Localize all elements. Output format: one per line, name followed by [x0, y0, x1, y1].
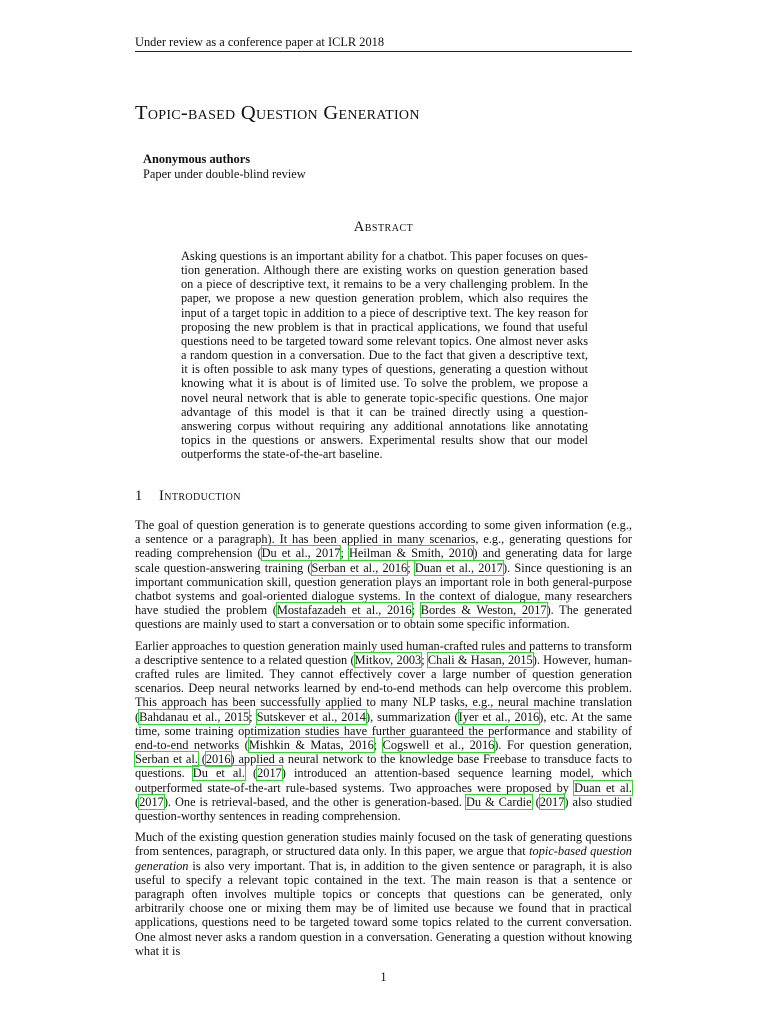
text-run: ). One is retrieval-based, and the other is generation-based. [163, 794, 466, 809]
text-run: ), summarization ( [365, 709, 459, 724]
text-run: ; [249, 709, 257, 724]
text-run: ; [421, 652, 428, 667]
abstract-heading: Abstract [353, 219, 414, 235]
text-run: ) also studied question-worthy sentences in reading comprehension. [135, 794, 632, 824]
text-run: ( [244, 766, 258, 781]
text-run: is also very important. That is, in addition to the given sentence or paragraph, it is also useful to specify a relevant topic contained in the text. The main reason is that a sentence or paragraph often involves multiple topics or concepts that questions can be generated, only arbitrarily choose one or mixing them may be of limited use because we found that in practical applications, questions need to be targeted toward some topics related to the current conversation. One almost never asks a random question in a conversation. Generating a question without knowing what it is [135, 858, 632, 958]
page-number: 1 [380, 970, 387, 984]
text-run: ), etc. At the same time, some training optimization studies have further guaranteed the performance and stability of end-to-end networks ( [135, 709, 633, 753]
text-run: ; [411, 603, 421, 618]
citation-link[interactable]: Duan et al., 2017 [414, 560, 503, 575]
text-run: ; [407, 560, 415, 575]
citation-link[interactable]: Du et al., 2017 [261, 546, 341, 561]
paragraph-3 [135, 830, 632, 958]
citation-link[interactable]: Sutskever et al., 2014 [256, 709, 366, 724]
citation-link[interactable]: Iyer et al., 2016 [458, 709, 540, 724]
text-run: ) and generating data for large scale question-answering training ( [135, 546, 633, 575]
section-title: Introduction [159, 488, 241, 504]
citation-link[interactable]: Cogswell et al., 2016 [382, 738, 495, 753]
citation-link[interactable]: 2016 [205, 752, 231, 767]
paragraph-2 [135, 639, 632, 824]
citation-link[interactable]: Mishkin & Matas, 2016 [248, 738, 374, 753]
text-run: ). Since questioning is an important communication skill, question generation plays an important role in both general-purpose chatbot systems and goal-oriented dialogue systems. In the context of dialogue, many researchers have studied the problem ( [135, 560, 633, 618]
citation-link[interactable]: Mostafazadeh et al., 2016 [276, 603, 412, 618]
text-run: ( [531, 794, 540, 809]
section-heading-introduction [135, 487, 632, 505]
text-run: ). For question generation, [494, 738, 632, 753]
author-block [143, 152, 623, 182]
text-run: Much of the existing question generation studies mainly focused on the task of generating questions from sentences, paragraph, or structured data only. In this paper, we argue that [135, 830, 632, 859]
citation-link[interactable]: Mitkov, 2003 [354, 652, 422, 667]
citation-link[interactable]: Bordes & Weston, 2017 [420, 603, 547, 618]
emphasis-text: topic-based question generation [135, 844, 632, 873]
text-run: The goal of question generation is to generate questions according to some given information (e.g., a sentence or a paragraph). It has been applied in many scenarios, e.g., generating questions for reading comprehension ( [135, 518, 632, 561]
citation-link[interactable]: Serban et al., 2016 [311, 560, 408, 575]
citation-link[interactable]: Heilman & Smith, 2010 [348, 546, 474, 561]
text-run: Earlier approaches to question generation mainly used human-crafted rules and patterns to transform a descriptive sentence to a related question ( [135, 638, 633, 667]
abstract-text: Asking questions is an important ability for a chatbot. This paper focuses on question generation. Although there are existing works on question generation based on a piece of descriptive text, it remains to be a very challenging problem. In the paper, we propose a new question generation problem, which also requires the input of a target topic in addition to a piece of descriptive text. The key reason for proposing the new problem is that in practical applications, we found that useful questions need to be targeted toward some relevant topics. One almost never asks a random question in a conversation. Due to the fact that given a descriptive text, it is often possible to ask many types of questions, generating a question without knowing what it is about is of limited use. To solve the problem, we propose a novel neural network that is able to generate topic-specific questions. One major advantage of this model is that it can be trained directly using a question-answering corpus without requiring any additional annotations like annotating topics in the questions or answers. Experimental results show that our model outperforms the state-of-the-art baseline. [181, 249, 588, 462]
text-run: ) applied a neural network to the knowledge base Freebase to transduce facts to questions. [135, 752, 632, 781]
text-run: ; [373, 738, 383, 753]
text-run: ). The generated questions are mainly used to start a conversation or to obtain some specific information. [135, 603, 632, 632]
citation-link[interactable]: 2017 [539, 794, 565, 809]
text-run: ( [197, 752, 206, 767]
citation-link[interactable]: Serban et al. [135, 752, 198, 767]
citation-link[interactable]: Du et al. [192, 766, 245, 781]
header-rule [135, 51, 632, 52]
citation-link[interactable]: Duan et al. [574, 780, 632, 795]
paragraph-1 [135, 518, 632, 632]
paper-title: Topic-based Question Generation [135, 102, 420, 124]
citation-link[interactable]: 2017 [139, 794, 164, 809]
citation-link[interactable]: Du & Cardie [466, 794, 532, 809]
text-run: ( [135, 794, 140, 809]
text-run: ). However, human-crafted rules are limited. They cannot effectively cover a large number of question generation scenarios. Deep neural networks learned by end-to-end methods can help overcome this problem. This approach has been successfully applied to many NLP tasks, e.g., neural machine translation ( [135, 652, 632, 724]
citation-link[interactable]: 2017 [257, 766, 282, 781]
citation-link[interactable]: Chali & Hasan, 2015 [427, 652, 533, 667]
body-text [135, 518, 632, 965]
text-run: ; [340, 546, 349, 561]
text-run: ) introduced an attention-based sequence learning model, which outperformed state-of-the-art rule-based systems. Two approaches were proposed by [135, 766, 632, 795]
author-affiliation: Paper under double-blind review [143, 167, 306, 181]
running-header: Under review as a conference paper at ICLR 2018 [135, 35, 385, 49]
author-name: Anonymous authors [143, 152, 251, 166]
section-number: 1 [135, 488, 143, 504]
citation-link[interactable]: Bahdanau et al., 2015 [139, 709, 250, 724]
